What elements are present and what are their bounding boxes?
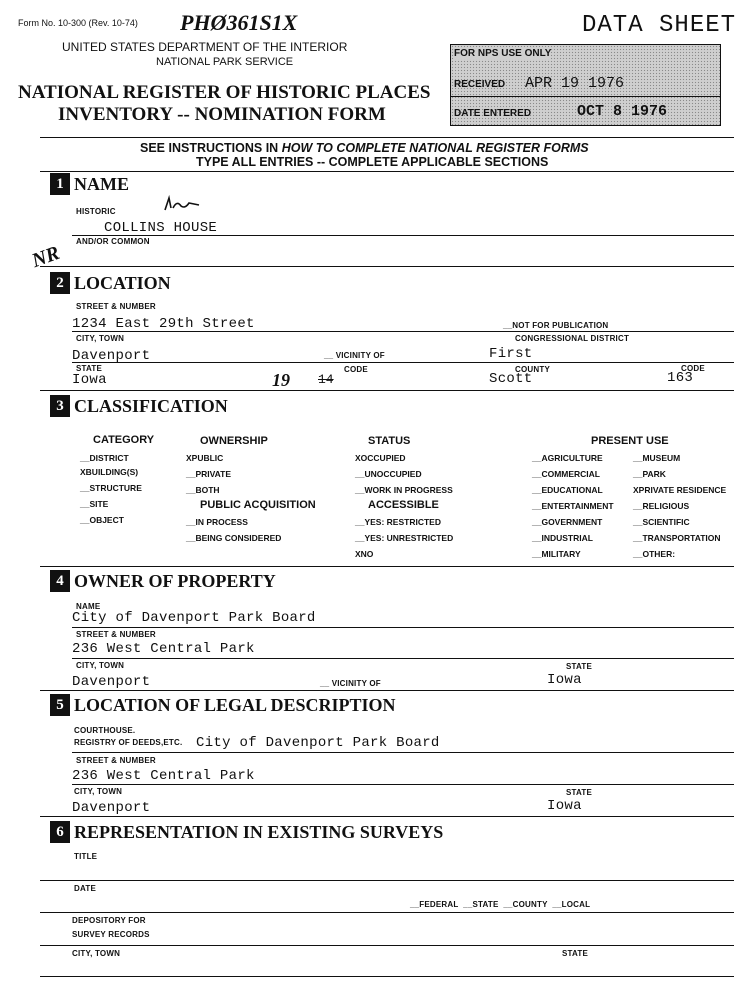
handwritten-nr-mark: NR xyxy=(28,241,63,273)
received-divider xyxy=(451,96,720,97)
instructions-emphasis: HOW TO COMPLETE NATIONAL REGISTER FORMS xyxy=(281,141,589,155)
use-military: __MILITARY xyxy=(532,549,581,559)
section-4-number: 4 xyxy=(50,570,70,592)
county-code-value: 163 xyxy=(667,370,694,386)
use-religious: __RELIGIOUS xyxy=(633,501,690,511)
owner-city-value: Davenport xyxy=(72,674,151,690)
classification-rule xyxy=(40,566,734,567)
instructions-line2: TYPE ALL ENTRIES -- COMPLETE APPLICABLE SECTIONS xyxy=(196,155,549,169)
acquisition-in-process: __IN PROCESS xyxy=(186,517,248,527)
depository-label-line1: DEPOSITORY FOR xyxy=(72,916,146,925)
form-title-line1: NATIONAL REGISTER OF HISTORIC PLACES xyxy=(18,82,431,103)
instructions-line1 xyxy=(140,141,589,155)
owner-name-value: City of Davenport Park Board xyxy=(72,610,316,626)
owner-state-value: Iowa xyxy=(547,672,582,688)
section-6-number: 6 xyxy=(50,821,70,843)
nps-use-only-box xyxy=(450,44,721,126)
section-5-title: LOCATION OF LEGAL DESCRIPTION xyxy=(74,695,396,715)
accessible-restricted: __YES: RESTRICTED xyxy=(355,517,441,527)
survey-city-label: CITY, TOWN xyxy=(72,949,121,958)
status-work-in-progress: __WORK IN PROGRESS xyxy=(355,485,453,495)
handwritten-initials xyxy=(163,194,203,214)
owner-name-rule xyxy=(72,627,734,628)
section-4-title: OWNER OF PROPERTY xyxy=(74,571,276,591)
county-label: COUNTY xyxy=(515,365,550,374)
city-value: Davenport xyxy=(72,348,151,364)
section-2-number: 2 xyxy=(50,272,70,294)
department-name: UNITED STATES DEPARTMENT OF THE INTERIOR xyxy=(62,40,348,54)
survey-date-label: DATE xyxy=(74,884,96,893)
acquisition-header: PUBLIC ACQUISITION xyxy=(200,499,316,511)
registry-rule xyxy=(72,752,734,753)
use-scientific: __SCIENTIFIC xyxy=(633,517,690,527)
section-6-title: REPRESENTATION IN EXISTING SURVEYS xyxy=(74,822,444,842)
status-header: STATUS xyxy=(368,435,411,447)
use-transportation: __TRANSPORTATION xyxy=(633,533,721,543)
common-rule xyxy=(40,266,734,267)
state-label: STATE xyxy=(76,364,103,373)
use-commercial: __COMMERCIAL xyxy=(532,469,601,479)
registry-value: City of Davenport Park Board xyxy=(196,735,440,751)
owner-street-value: 236 West Central Park xyxy=(72,641,255,657)
instructions-prefix: SEE INSTRUCTIONS IN xyxy=(140,141,282,155)
use-private-residence: XPRIVATE RESIDENCE xyxy=(633,485,727,495)
date-entered-value: OCT 8 1976 xyxy=(577,103,668,120)
section-3-number: 3 xyxy=(50,395,70,417)
instructions-bottom-rule xyxy=(40,171,734,172)
depository-rule xyxy=(40,945,734,946)
survey-title-label: TITLE xyxy=(74,852,98,861)
section-5-number: 5 xyxy=(50,694,70,716)
street-rule xyxy=(72,331,734,332)
service-name: NATIONAL PARK SERVICE xyxy=(156,56,294,68)
owner-vicinity: __ VICINITY OF xyxy=(320,679,381,688)
vicinity-label: __ VICINITY OF xyxy=(324,351,385,360)
congressional-district-value: First xyxy=(489,346,533,362)
county-code-label: CODE xyxy=(681,364,705,373)
depository-label-line2: SURVEY RECORDS xyxy=(72,930,150,939)
owner-name-label: NAME xyxy=(76,602,101,611)
state-code-struck: 14 xyxy=(318,372,334,387)
nps-use-label: FOR NPS USE ONLY xyxy=(454,48,552,59)
instructions-top-rule xyxy=(40,137,734,138)
accessible-unrestricted: __YES: UNRESTRICTED xyxy=(355,533,454,543)
street-value: 1234 East 29th Street xyxy=(72,316,255,332)
category-district: __DISTRICT xyxy=(80,453,129,463)
legal-city-value: Davenport xyxy=(72,800,151,816)
received-date: APR 19 1976 xyxy=(525,75,625,92)
street-label: STREET & NUMBER xyxy=(76,302,156,311)
form-number: Form No. 10-300 (Rev. 10-74) xyxy=(18,18,138,28)
legal-street-rule xyxy=(72,784,734,785)
congressional-district-label: CONGRESSIONAL DISTRICT xyxy=(515,334,630,343)
ownership-private: __PRIVATE xyxy=(186,469,232,479)
section-1-title: NAME xyxy=(74,174,129,194)
use-museum: __MUSEUM xyxy=(633,453,681,463)
survey-date-rule xyxy=(40,912,734,913)
legal-street-label: STREET & NUMBER xyxy=(76,756,156,765)
county-value: Scott xyxy=(489,371,533,387)
present-use-header: PRESENT USE xyxy=(591,435,669,447)
owner-city-rule xyxy=(40,690,734,691)
legal-city-label: CITY, TOWN xyxy=(74,787,123,796)
use-agriculture: __AGRICULTURE xyxy=(532,453,603,463)
section-1-number: 1 xyxy=(50,173,70,195)
date-entered-label: DATE ENTERED xyxy=(454,108,532,119)
section-2-title: LOCATION xyxy=(74,273,171,293)
ownership-public: XPUBLIC xyxy=(186,453,224,463)
category-buildings: XBUILDING(S) xyxy=(80,467,139,477)
data-sheet-stamp: DATA SHEET xyxy=(582,12,737,39)
state-rule xyxy=(40,390,734,391)
survey-city-rule xyxy=(40,976,734,977)
use-industrial: __INDUSTRIAL xyxy=(532,533,593,543)
use-park: __PARK xyxy=(633,469,666,479)
registry-label: REGISTRY OF DEEDS,ETC. xyxy=(74,738,183,747)
section-3-title: CLASSIFICATION xyxy=(74,396,228,416)
category-header: CATEGORY xyxy=(93,434,155,446)
acquisition-considered: __BEING CONSIDERED xyxy=(186,533,282,543)
legal-street-value: 236 West Central Park xyxy=(72,768,255,784)
historic-label: HISTORIC xyxy=(76,207,116,216)
status-unoccupied: __UNOCCUPIED xyxy=(355,469,422,479)
legal-state-label: STATE xyxy=(566,788,593,797)
owner-street-label: STREET & NUMBER xyxy=(76,630,156,639)
handwritten-reference: PHØ361S1X xyxy=(180,10,298,35)
historic-rule xyxy=(72,235,734,236)
legal-state-value: Iowa xyxy=(547,798,582,814)
owner-state-label: STATE xyxy=(566,662,593,671)
use-entertainment: __ENTERTAINMENT xyxy=(532,501,614,511)
category-site: __SITE xyxy=(80,499,109,509)
survey-state-label: STATE xyxy=(562,949,589,958)
state-code-handwritten: 19 xyxy=(272,370,290,390)
survey-levels: __FEDERAL __STATE __COUNTY __LOCAL xyxy=(410,900,591,909)
accessible-no: XNO xyxy=(355,549,374,559)
ownership-both: __BOTH xyxy=(186,485,220,495)
owner-city-label: CITY, TOWN xyxy=(76,661,125,670)
common-name-label: AND/OR COMMON xyxy=(76,237,150,246)
city-rule xyxy=(72,362,734,363)
city-label: CITY, TOWN xyxy=(76,334,125,343)
state-value: Iowa xyxy=(72,372,107,388)
state-code-label: CODE xyxy=(344,365,368,374)
courthouse-label: COURTHOUSE. xyxy=(74,726,136,735)
survey-title-rule xyxy=(40,880,734,881)
received-label: RECEIVED xyxy=(454,79,506,90)
accessible-header: ACCESSIBLE xyxy=(368,499,439,511)
status-occupied: XOCCUPIED xyxy=(355,453,406,463)
legal-city-rule xyxy=(40,816,734,817)
use-government: __GOVERNMENT xyxy=(532,517,603,527)
owner-street-rule xyxy=(72,658,734,659)
not-for-publication: __NOT FOR PUBLICATION xyxy=(503,321,609,330)
category-object: __OBJECT xyxy=(80,515,124,525)
use-other: __OTHER: xyxy=(633,549,676,559)
historic-name-value: COLLINS HOUSE xyxy=(104,220,218,236)
form-title-line2: INVENTORY -- NOMINATION FORM xyxy=(58,104,386,125)
ownership-header: OWNERSHIP xyxy=(200,435,268,447)
use-educational: __EDUCATIONAL xyxy=(532,485,603,495)
category-structure: __STRUCTURE xyxy=(80,483,142,493)
